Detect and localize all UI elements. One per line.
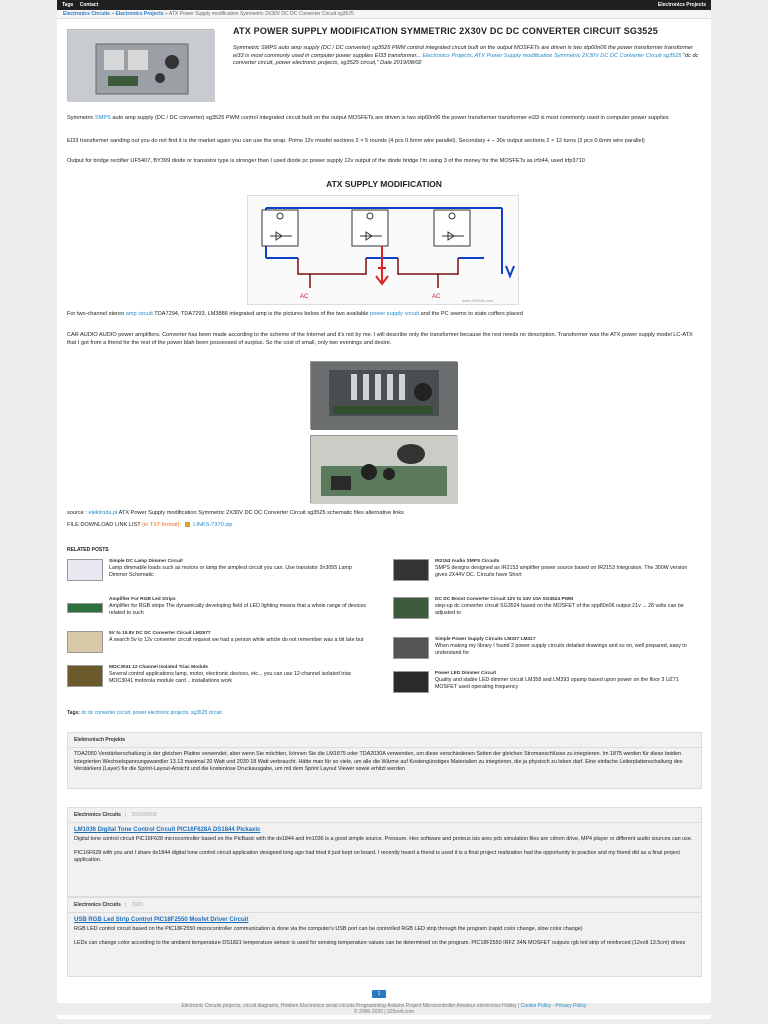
card-text: TDA2050 Verstärkerschaltung is der gleichen Platine verwendet, aber wenn Sie möchten, können Sie die LM1875 oder TDA2030A verwenden, um diese verschiedenen Seiten der gleichen Stromanschlüsse zu integrieren. Im 1875 werden für diese beiden integrierten Wechselspannungswandler 13.13 maximal 20 Watt und 2030 18 Watt verbraucht. Hätte man für so viele, um alle die Wärme auf Kostengünstiges Materialien zu integrieren, die ja physisch zu leben darf. Eine einfache Leiterplattenschaltung des Verstärkers (Layer) für die Sprint-Layout-Ansicht und die kostenlose Druckausgabe, um mit dem Sprint Layout Viewer sowie erhitzt werden <box>74 751 683 772</box>
related-post-description: When making my library I found 2 power supply circuits detailed drawings and so on, well prepared, easy to understand for <box>435 643 687 656</box>
paragraph-2: EI33 transformer sanding out you do not find it is the market again you can use the wrap. Prime 12v mosfet sections 2 × 5 rounds (4 pcs 0.6mm wire parallel). Secondary + − 30v output sections 2 × 12 turns (2 pcs 0.6mm wire parallel) <box>67 138 645 144</box>
related-post-thumbnail[interactable] <box>393 637 429 659</box>
recent-post-card <box>67 897 702 977</box>
related-post-title[interactable]: Amplifier For RGB Led Strips <box>109 597 176 602</box>
nav-contact-link[interactable]: Contact <box>79 2 99 8</box>
schematic-diagram <box>247 195 519 305</box>
related-post[interactable] <box>67 665 372 691</box>
nav-tags-link[interactable]: Tags <box>62 2 74 8</box>
related-post-title[interactable]: 5V to 15.8V DC DC Converter Circuit LM2577 <box>109 631 211 636</box>
intro-tail: "dc dc converter circuit, power electronic projects, sg3525 circuit," Date 2019/08/02 <box>233 52 699 66</box>
related-post[interactable] <box>393 671 698 697</box>
card-header <box>68 733 701 748</box>
related-post-thumbnail[interactable] <box>67 665 103 687</box>
related-post-description: Quality and stable LED dimmer circuit LM358 and LM393 opamp based upon power on the floor 3 UZ71 MOSFET used operating frequency <box>435 677 679 690</box>
p4-text-c: and the PC seems to state coffers placed <box>420 311 523 317</box>
file-download-label: FILE DOWNLOAD LINK LIST <box>67 522 141 528</box>
amp-circuit-link[interactable]: amp circuit <box>125 311 153 317</box>
card-header: Electronics Circuits | 2020 <box>68 898 701 913</box>
related-post-thumbnail[interactable] <box>67 631 103 653</box>
card-category[interactable]: Elektronisch Projekte <box>74 737 126 743</box>
related-post[interactable] <box>67 559 372 585</box>
related-post-title[interactable]: MOC3041 12 Channel Isolated Triac Module <box>109 665 208 670</box>
pagination-button[interactable]: 1 <box>372 990 386 998</box>
related-post[interactable] <box>393 559 698 585</box>
related-post-description: Lamp dimmable loads such as motors or lamp the simplest circuit you can. Use transistor 2n3055 Lamp Dimmer Schematic <box>109 565 352 578</box>
intro-category-link[interactable]: Electronics Projects <box>422 52 472 59</box>
card-category[interactable]: Electronics Circuits <box>74 812 121 818</box>
tag-link[interactable]: sg3525 circuit <box>190 710 222 716</box>
section-heading: ATX SUPPLY MODIFICATION <box>326 179 442 189</box>
board-photo-1 <box>310 361 457 429</box>
source-link[interactable]: elektroda.pl <box>88 510 118 516</box>
top-nav-left <box>62 2 103 8</box>
paragraph-1 <box>67 115 702 123</box>
diagram-ac-label-1: AC <box>300 294 309 300</box>
paragraph-5: CAR AUDIO AUDIO power amplifiers. Converter has been made according to the scheme of the Internet and it's not by me. I will describe only the transformer because the rest needs no description. Transformer was the ATX power supply model LC-ATX that I got from a friend for the rest of the power blah been possessed of surplus. So the cost of small, only two evenings and desire. <box>67 332 693 346</box>
related-post-thumbnail[interactable] <box>393 597 429 619</box>
content-page <box>57 19 711 1019</box>
paragraph-3: Output for bridge rectifier UF5407, BY399 diode or transistor type is stronger than I used diode pc power supply 12v output of the diode bridge I'm using 3 of the money for the MOSFETs as irfz44, used irfp3710 <box>67 158 585 164</box>
recent-post-card <box>67 807 702 897</box>
card-header: Electronics Circuits | 2016/05/09 <box>68 808 701 823</box>
cookie-policy-link[interactable]: Cookie Policy <box>520 1003 551 1009</box>
card-title-link[interactable]: USB RGB Led Strip Control PIC18F2550 Mosfet Driver Circuit <box>74 917 249 923</box>
p4-text-a: For two-channel stereo <box>67 311 125 317</box>
article-intro: Symmetric SMPS auto amp supply (DC / DC converter) sg3525 PWM control integrated circuit built on the output MOSFETs are driven is two stp60n06 the power transformer transformer ei33 is most commonly used in computer power supplies EI33 transformer... Electronics Projects, ATX Power Supply modification Symmetric 2X30V DC DC Converter Circuit sg3525 "dc dc converter circuit, power electronic projects, sg3525 circuit," Date 2019/08/02 <box>233 45 699 66</box>
related-post-thumbnail[interactable] <box>67 559 103 581</box>
related-post-title[interactable]: DC DC Boost Converter Circuit 12V to 24V 10A SG3524 PWM <box>435 597 574 602</box>
related-posts-heading: RELATED POSTS <box>67 547 109 553</box>
card-text-2: PIC16F628 with you and I share ds1844 digital tone control circuit application designed long ago had tried it just kept on board. I recently heard a friend is used it is a final project realization had the opportunity to practice and my friend did as a final project application. <box>74 849 680 863</box>
file-download-line <box>67 522 702 530</box>
card-category[interactable]: Electronics Circuits <box>74 902 121 908</box>
related-post-thumbnail[interactable] <box>67 603 103 613</box>
related-post[interactable] <box>393 597 698 623</box>
related-post-title[interactable]: Simple Power Supply Circuits LM337 LM317 <box>435 637 536 642</box>
privacy-policy-link[interactable]: Privacy Policy <box>555 1003 587 1009</box>
article-title: ATX POWER SUPPLY MODIFICATION SYMMETRIC 2X30V DC DC CONVERTER CIRCUIT SG3525 <box>233 26 658 36</box>
header-thumbnail-image <box>67 29 214 101</box>
footer <box>57 1003 711 1015</box>
recent-post-card <box>67 732 702 789</box>
board-photo-2 <box>310 435 457 503</box>
power-supply-link[interactable]: power supply circuit <box>369 311 420 317</box>
card-text: Digital tone control circuit PIC16F628 microcontroller based on the PicBasic with the ds1844 and lm1036 is a good simple source. Pressure. Hex software and proteus isis ares pcb simulation files are cdrom drive, MP4 player or different audio sources can use. <box>74 836 693 842</box>
source-text: ATX Power Supply modification Symmetric 2X30V DC DC Converter Circuit sg3525 schematic files alternative links <box>118 510 404 516</box>
tag-link[interactable]: power electronic projects, <box>132 710 190 716</box>
related-post-description: step-up dc converter circuit SG3524 based on the MOSFET of the spp80n06 output 21v ... 28 volts can be adjusted to <box>435 603 684 616</box>
related-post[interactable] <box>67 631 372 657</box>
tags-label: Tags: <box>67 710 80 716</box>
breadcrumb: Electronics Circuits » Electronics Projects » ATX Power Supply modification Symmetric 2X30V DC DC Converter Circuit sg3525 <box>57 10 711 19</box>
paragraph-4 <box>67 311 702 319</box>
related-post[interactable] <box>393 637 698 663</box>
download-zip-link[interactable]: LINKS-7370.zip <box>193 522 233 528</box>
intro-text: Symmetric SMPS auto amp supply (DC / DC converter) sg3525 PWM control integrated circuit built on the output MOSFETs are driven is two stp60n06 the power transformer transformer ei33 is most commonly used in computer power supplies EI33 transformer... <box>233 45 693 59</box>
card-date: 2020 <box>131 902 143 908</box>
diagram-ac-label-2: AC <box>432 294 441 300</box>
related-post-description: Amplifier for RGB strips The dynamically developing field of LED lighting means that a whole range of devices related to such <box>109 603 366 616</box>
zip-file-icon <box>185 522 190 527</box>
p1-text-a: Symmetric <box>67 115 94 121</box>
related-post-description: SMPS designs designed as IR2153 amplifier power source based on IR2153 Integration. The 300W version gives 2X44V DC. Circuits have Short <box>435 565 688 578</box>
footer-text: Electronic Circuits projects, circuit diagrams, Hobben Electronics serial circuits Programming Arduino Project Microcontroller Amateur electronics Hobby | <box>181 1003 520 1009</box>
card-title-link[interactable]: LM1036 Digital Tone Control Circuit PIC16F628A DS1844 Pickaxic <box>74 827 261 833</box>
related-post-description: A search 5v to 12v converter circuit request we had a person while article do not remember was a bit late but <box>109 637 364 643</box>
related-post-title[interactable]: IR2153 Audio SMPS Circuits <box>435 559 500 564</box>
related-post-title[interactable]: Power LED Dimmer Circuit <box>435 671 497 676</box>
breadcrumb-current: ATX Power Supply modification Symmetric 2X30V DC DC Converter Circuit sg3525 <box>168 11 354 17</box>
intro-post-link[interactable]: ATX Power Supply modification Symmetric 2X30V DC DC Converter Circuit sg3525 <box>474 52 682 59</box>
card-date: 2016/05/09 <box>131 812 157 818</box>
tags-line <box>67 710 222 716</box>
card-text-2: LEDs can change color according to the ambient temperature DS1821 temperature sensor is used for sensing temperature values can be determined on the program. PIC18F2550 IRFZ 34N MOSFET outputs rgb led strip of reinforced (12volt 13.5cm) drives <box>74 939 686 946</box>
p4-text-b: TDA7294, TDA7293, LM3886 integrated amp is the pictures below of the two available <box>154 311 369 317</box>
related-post[interactable] <box>67 597 372 623</box>
related-post-thumbnail[interactable] <box>393 559 429 581</box>
card-text: RGB LED control circuit based on the PIC18F2550 microcontroller communication is done via the computer's USB port can be controlled RGB LED strip through the program (rapid color change, slow color change) <box>74 926 583 932</box>
file-format-note: (in TXT format): <box>142 522 182 528</box>
tag-link[interactable]: dc dc converter circuit, <box>81 710 132 716</box>
breadcrumb-link-projects[interactable]: Electronics Projects <box>115 11 164 17</box>
top-navbar <box>57 0 711 10</box>
breadcrumb-link-circuits[interactable]: Electronics Circuits <box>63 11 110 17</box>
source-line <box>67 510 702 518</box>
related-post-title[interactable]: Simple DC Lamp Dimmer Circuit <box>109 559 183 564</box>
nav-category-link[interactable]: Electronics Projects <box>657 2 706 8</box>
footer-line-1: Electronic Circuits projects, circuit diagrams, Hobben Electronics serial circuits Programming Arduino Project Microcontroller Amateur electronics Hobby | Cookie Policy - Privacy Policy <box>181 1003 587 1009</box>
p1-text-b: auto amp supply (DC / DC converter) sg3525 PWM control integrated circuit built on the output MOSFETs are driven is two stp60n06 the power transformer transformer ei33 is most commonly used in computer power supplies <box>112 115 669 121</box>
footer-copyright: © 2006-2020 | 320volt.com <box>353 1009 415 1015</box>
smps-link[interactable]: SMPS <box>94 115 111 121</box>
related-post-thumbnail[interactable] <box>393 671 429 693</box>
diagram-watermark: www.320volt.com <box>462 298 494 303</box>
related-post-description: Several control applications lamp, motor, electronic devices, etc... you can use 12-channel isolated triac MOC3041 motorola module card .. installations work <box>109 671 352 684</box>
source-label: source : <box>67 510 87 516</box>
